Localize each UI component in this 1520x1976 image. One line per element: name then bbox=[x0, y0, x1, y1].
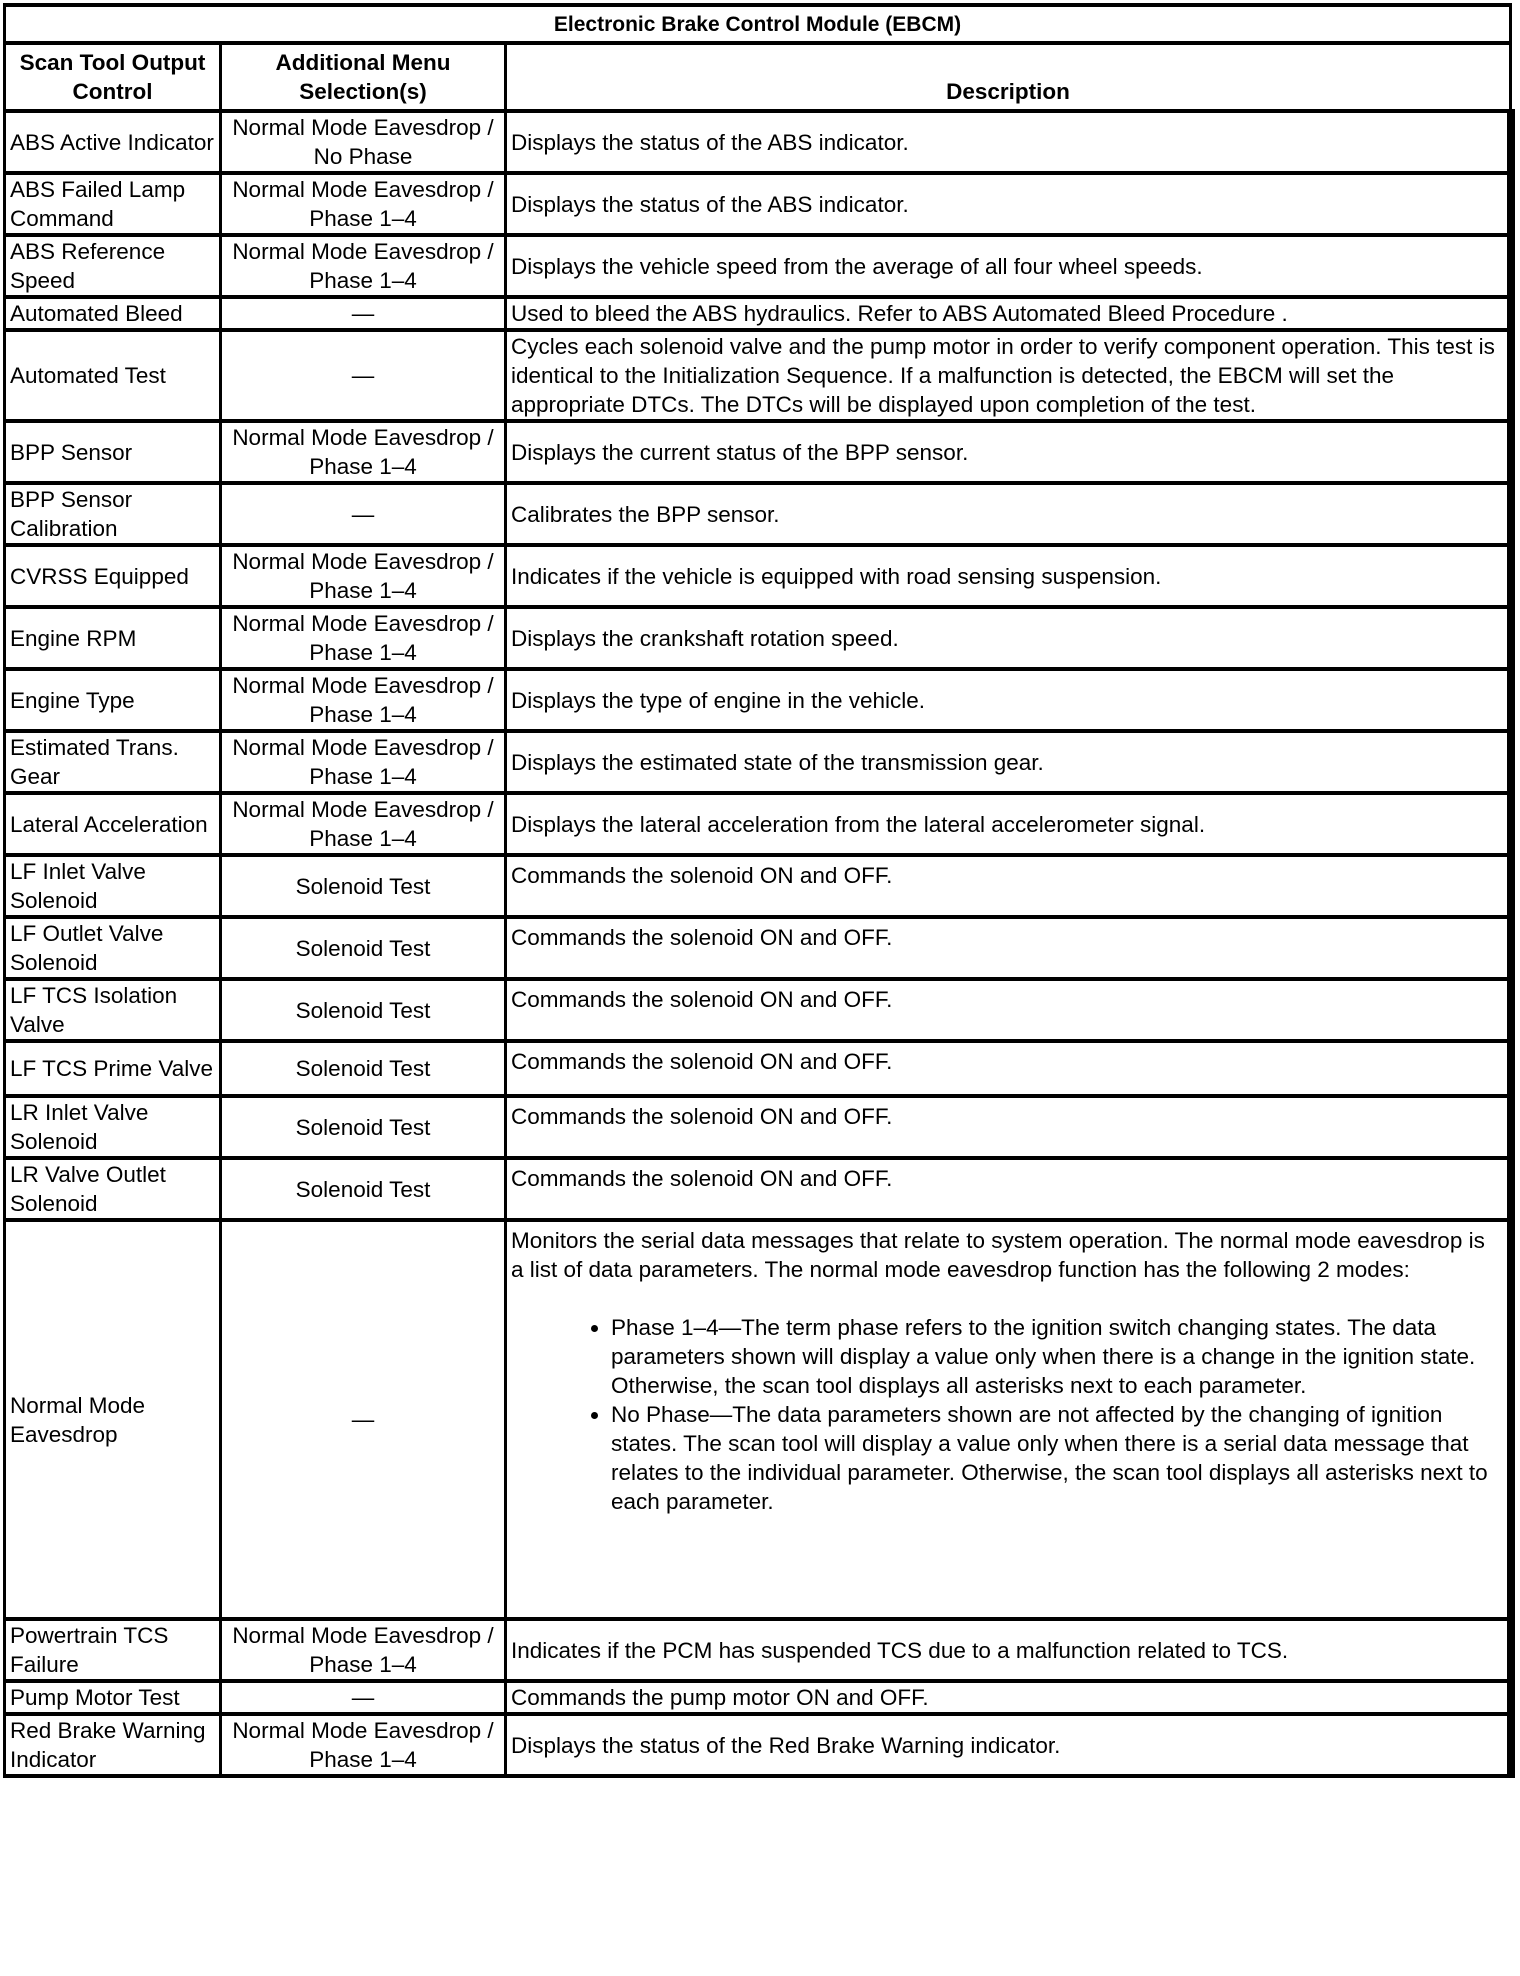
table-row bbox=[5, 607, 1511, 669]
table-row bbox=[5, 235, 1511, 297]
header-row bbox=[5, 43, 1511, 111]
menu-selection-cell: Solenoid Test bbox=[221, 1041, 506, 1096]
menu-selection-cell: Normal Mode Eavesdrop / Phase 1–4 bbox=[221, 793, 506, 855]
table-row bbox=[5, 1714, 1511, 1776]
menu-selection-cell: Normal Mode Eavesdrop / Phase 1–4 bbox=[221, 1714, 506, 1776]
table-row bbox=[5, 669, 1511, 731]
description-cell: Commands the solenoid ON and OFF. bbox=[506, 917, 1511, 979]
table-title: Electronic Brake Control Module (EBCM) bbox=[5, 5, 1511, 43]
menu-selection-cell: Normal Mode Eavesdrop / Phase 1–4 bbox=[221, 607, 506, 669]
description-cell bbox=[506, 1220, 1511, 1619]
output-control-cell: ABS Reference Speed bbox=[5, 235, 221, 297]
description-cell: Displays the status of the ABS indicator. bbox=[506, 173, 1511, 235]
table-row bbox=[5, 793, 1511, 855]
description-cell: Displays the status of the Red Brake Warning indicator. bbox=[506, 1714, 1511, 1776]
table-row bbox=[5, 483, 1511, 545]
description-cell: Displays the crankshaft rotation speed. bbox=[506, 607, 1511, 669]
mode-list-item: • No Phase—The data parameters shown are not affected by the changing of ignition states. The scan tool will display a value only when there is a serial data message that relates to the individual parameter. Otherwise, the scan tool displays all asterisks next to each parameter. bbox=[611, 1400, 1503, 1516]
menu-selection-cell: Normal Mode Eavesdrop / Phase 1–4 bbox=[221, 1619, 506, 1681]
menu-selection-cell: — bbox=[221, 1220, 506, 1619]
output-control-cell: Automated Bleed bbox=[5, 297, 221, 330]
description-cell: Displays the estimated state of the transmission gear. bbox=[506, 731, 1511, 793]
table-row bbox=[5, 855, 1511, 917]
menu-selection-cell: — bbox=[221, 483, 506, 545]
table-row bbox=[5, 1041, 1511, 1096]
output-control-cell: ABS Failed Lamp Command bbox=[5, 173, 221, 235]
description-cell: Indicates if the PCM has suspended TCS due to a malfunction related to TCS. bbox=[506, 1619, 1511, 1681]
menu-selection-cell: Normal Mode Eavesdrop / No Phase bbox=[221, 111, 506, 173]
menu-selection-cell: — bbox=[221, 297, 506, 330]
menu-selection-cell: — bbox=[221, 1681, 506, 1714]
menu-selection-cell: Normal Mode Eavesdrop / Phase 1–4 bbox=[221, 545, 506, 607]
table-row bbox=[5, 979, 1511, 1041]
table-row bbox=[5, 1681, 1511, 1714]
description-cell: Displays the lateral acceleration from the lateral accelerometer signal. bbox=[506, 793, 1511, 855]
description-cell: Calibrates the BPP sensor. bbox=[506, 483, 1511, 545]
output-control-cell: BPP Sensor Calibration bbox=[5, 483, 221, 545]
table-title-row bbox=[5, 5, 1511, 43]
menu-selection-cell: Solenoid Test bbox=[221, 917, 506, 979]
output-control-cell: BPP Sensor bbox=[5, 421, 221, 483]
description-cell: Displays the status of the ABS indicator. bbox=[506, 111, 1511, 173]
menu-selection-cell: Normal Mode Eavesdrop / Phase 1–4 bbox=[221, 421, 506, 483]
output-control-cell: LF Inlet Valve Solenoid bbox=[5, 855, 221, 917]
menu-selection-cell: Solenoid Test bbox=[221, 979, 506, 1041]
output-control-cell: LF TCS Prime Valve bbox=[5, 1041, 221, 1096]
menu-selection-cell: Normal Mode Eavesdrop / Phase 1–4 bbox=[221, 731, 506, 793]
table-row bbox=[5, 1619, 1511, 1681]
description-cell: Commands the solenoid ON and OFF. bbox=[506, 1096, 1511, 1158]
menu-selection-cell: Normal Mode Eavesdrop / Phase 1–4 bbox=[221, 235, 506, 297]
description-cell: Commands the solenoid ON and OFF. bbox=[506, 1158, 1511, 1220]
description-cell: Commands the solenoid ON and OFF. bbox=[506, 855, 1511, 917]
menu-selection-cell: Solenoid Test bbox=[221, 855, 506, 917]
output-control-cell: Pump Motor Test bbox=[5, 1681, 221, 1714]
table-row bbox=[5, 297, 1511, 330]
output-control-cell: LF TCS Isolation Valve bbox=[5, 979, 221, 1041]
description-cell: Used to bleed the ABS hydraulics. Refer to ABS Automated Bleed Procedure . bbox=[506, 297, 1511, 330]
description-cell: Displays the type of engine in the vehicle. bbox=[506, 669, 1511, 731]
output-control-cell: ABS Active Indicator bbox=[5, 111, 221, 173]
description-cell: Indicates if the vehicle is equipped with road sensing suspension. bbox=[506, 545, 1511, 607]
mode-list bbox=[511, 1313, 1503, 1516]
output-control-cell: CVRSS Equipped bbox=[5, 545, 221, 607]
description-cell: Commands the solenoid ON and OFF. bbox=[506, 979, 1511, 1041]
menu-selection-cell: — bbox=[221, 330, 506, 421]
table-row bbox=[5, 1096, 1511, 1158]
header-additional-menu-selections: Additional Menu Selection(s) bbox=[221, 43, 506, 111]
output-control-cell: LR Inlet Valve Solenoid bbox=[5, 1096, 221, 1158]
menu-selection-cell: Solenoid Test bbox=[221, 1158, 506, 1220]
table-row bbox=[5, 731, 1511, 793]
table-row bbox=[5, 111, 1511, 173]
description-cell: Cycles each solenoid valve and the pump motor in order to verify component operation. This test is identical to the Initialization Sequence. If a malfunction is detected, the EBCM will set the appropriate DTCs. The DTCs will be displayed upon completion of the test. bbox=[506, 330, 1511, 421]
table-row bbox=[5, 173, 1511, 235]
ebcm-output-control-table bbox=[3, 3, 1515, 1778]
menu-selection-cell: Normal Mode Eavesdrop / Phase 1–4 bbox=[221, 669, 506, 731]
output-control-cell: Normal Mode Eavesdrop bbox=[5, 1220, 221, 1619]
menu-selection-cell: Normal Mode Eavesdrop / Phase 1–4 bbox=[221, 173, 506, 235]
output-control-cell: LR Valve Outlet Solenoid bbox=[5, 1158, 221, 1220]
table-body bbox=[5, 111, 1511, 1776]
table-row bbox=[5, 421, 1511, 483]
table-row bbox=[5, 330, 1511, 421]
output-control-cell: Automated Test bbox=[5, 330, 221, 421]
output-control-cell: Engine RPM bbox=[5, 607, 221, 669]
description-cell: Commands the pump motor ON and OFF. bbox=[506, 1681, 1511, 1714]
output-control-cell: Powertrain TCS Failure bbox=[5, 1619, 221, 1681]
description-cell: Displays the vehicle speed from the average of all four wheel speeds. bbox=[506, 235, 1511, 297]
header-scan-tool-output-control: Scan Tool Output Control bbox=[5, 43, 221, 111]
description-cell: Displays the current status of the BPP sensor. bbox=[506, 421, 1511, 483]
output-control-cell: LF Outlet Valve Solenoid bbox=[5, 917, 221, 979]
output-control-cell: Engine Type bbox=[5, 669, 221, 731]
output-control-cell: Estimated Trans. Gear bbox=[5, 731, 221, 793]
menu-selection-cell: Solenoid Test bbox=[221, 1096, 506, 1158]
output-control-cell: Lateral Acceleration bbox=[5, 793, 221, 855]
description-cell: Commands the solenoid ON and OFF. bbox=[506, 1041, 1511, 1096]
table-row bbox=[5, 917, 1511, 979]
description-intro: Monitors the serial data messages that relate to system operation. The normal mode eavesdrop is a list of data parameters. The normal mode eavesdrop function has the following 2 modes: bbox=[511, 1228, 1485, 1282]
output-control-cell: Red Brake Warning Indicator bbox=[5, 1714, 221, 1776]
header-description: Description bbox=[506, 43, 1511, 111]
table-row bbox=[5, 1158, 1511, 1220]
mode-list-item: • Phase 1–4—The term phase refers to the ignition switch changing states. The data parameters shown will display a value only when there is a change in the ignition state. Otherwise, the scan tool displays all asterisks next to each parameter. bbox=[611, 1313, 1503, 1400]
table-row bbox=[5, 1220, 1511, 1619]
table-row bbox=[5, 545, 1511, 607]
